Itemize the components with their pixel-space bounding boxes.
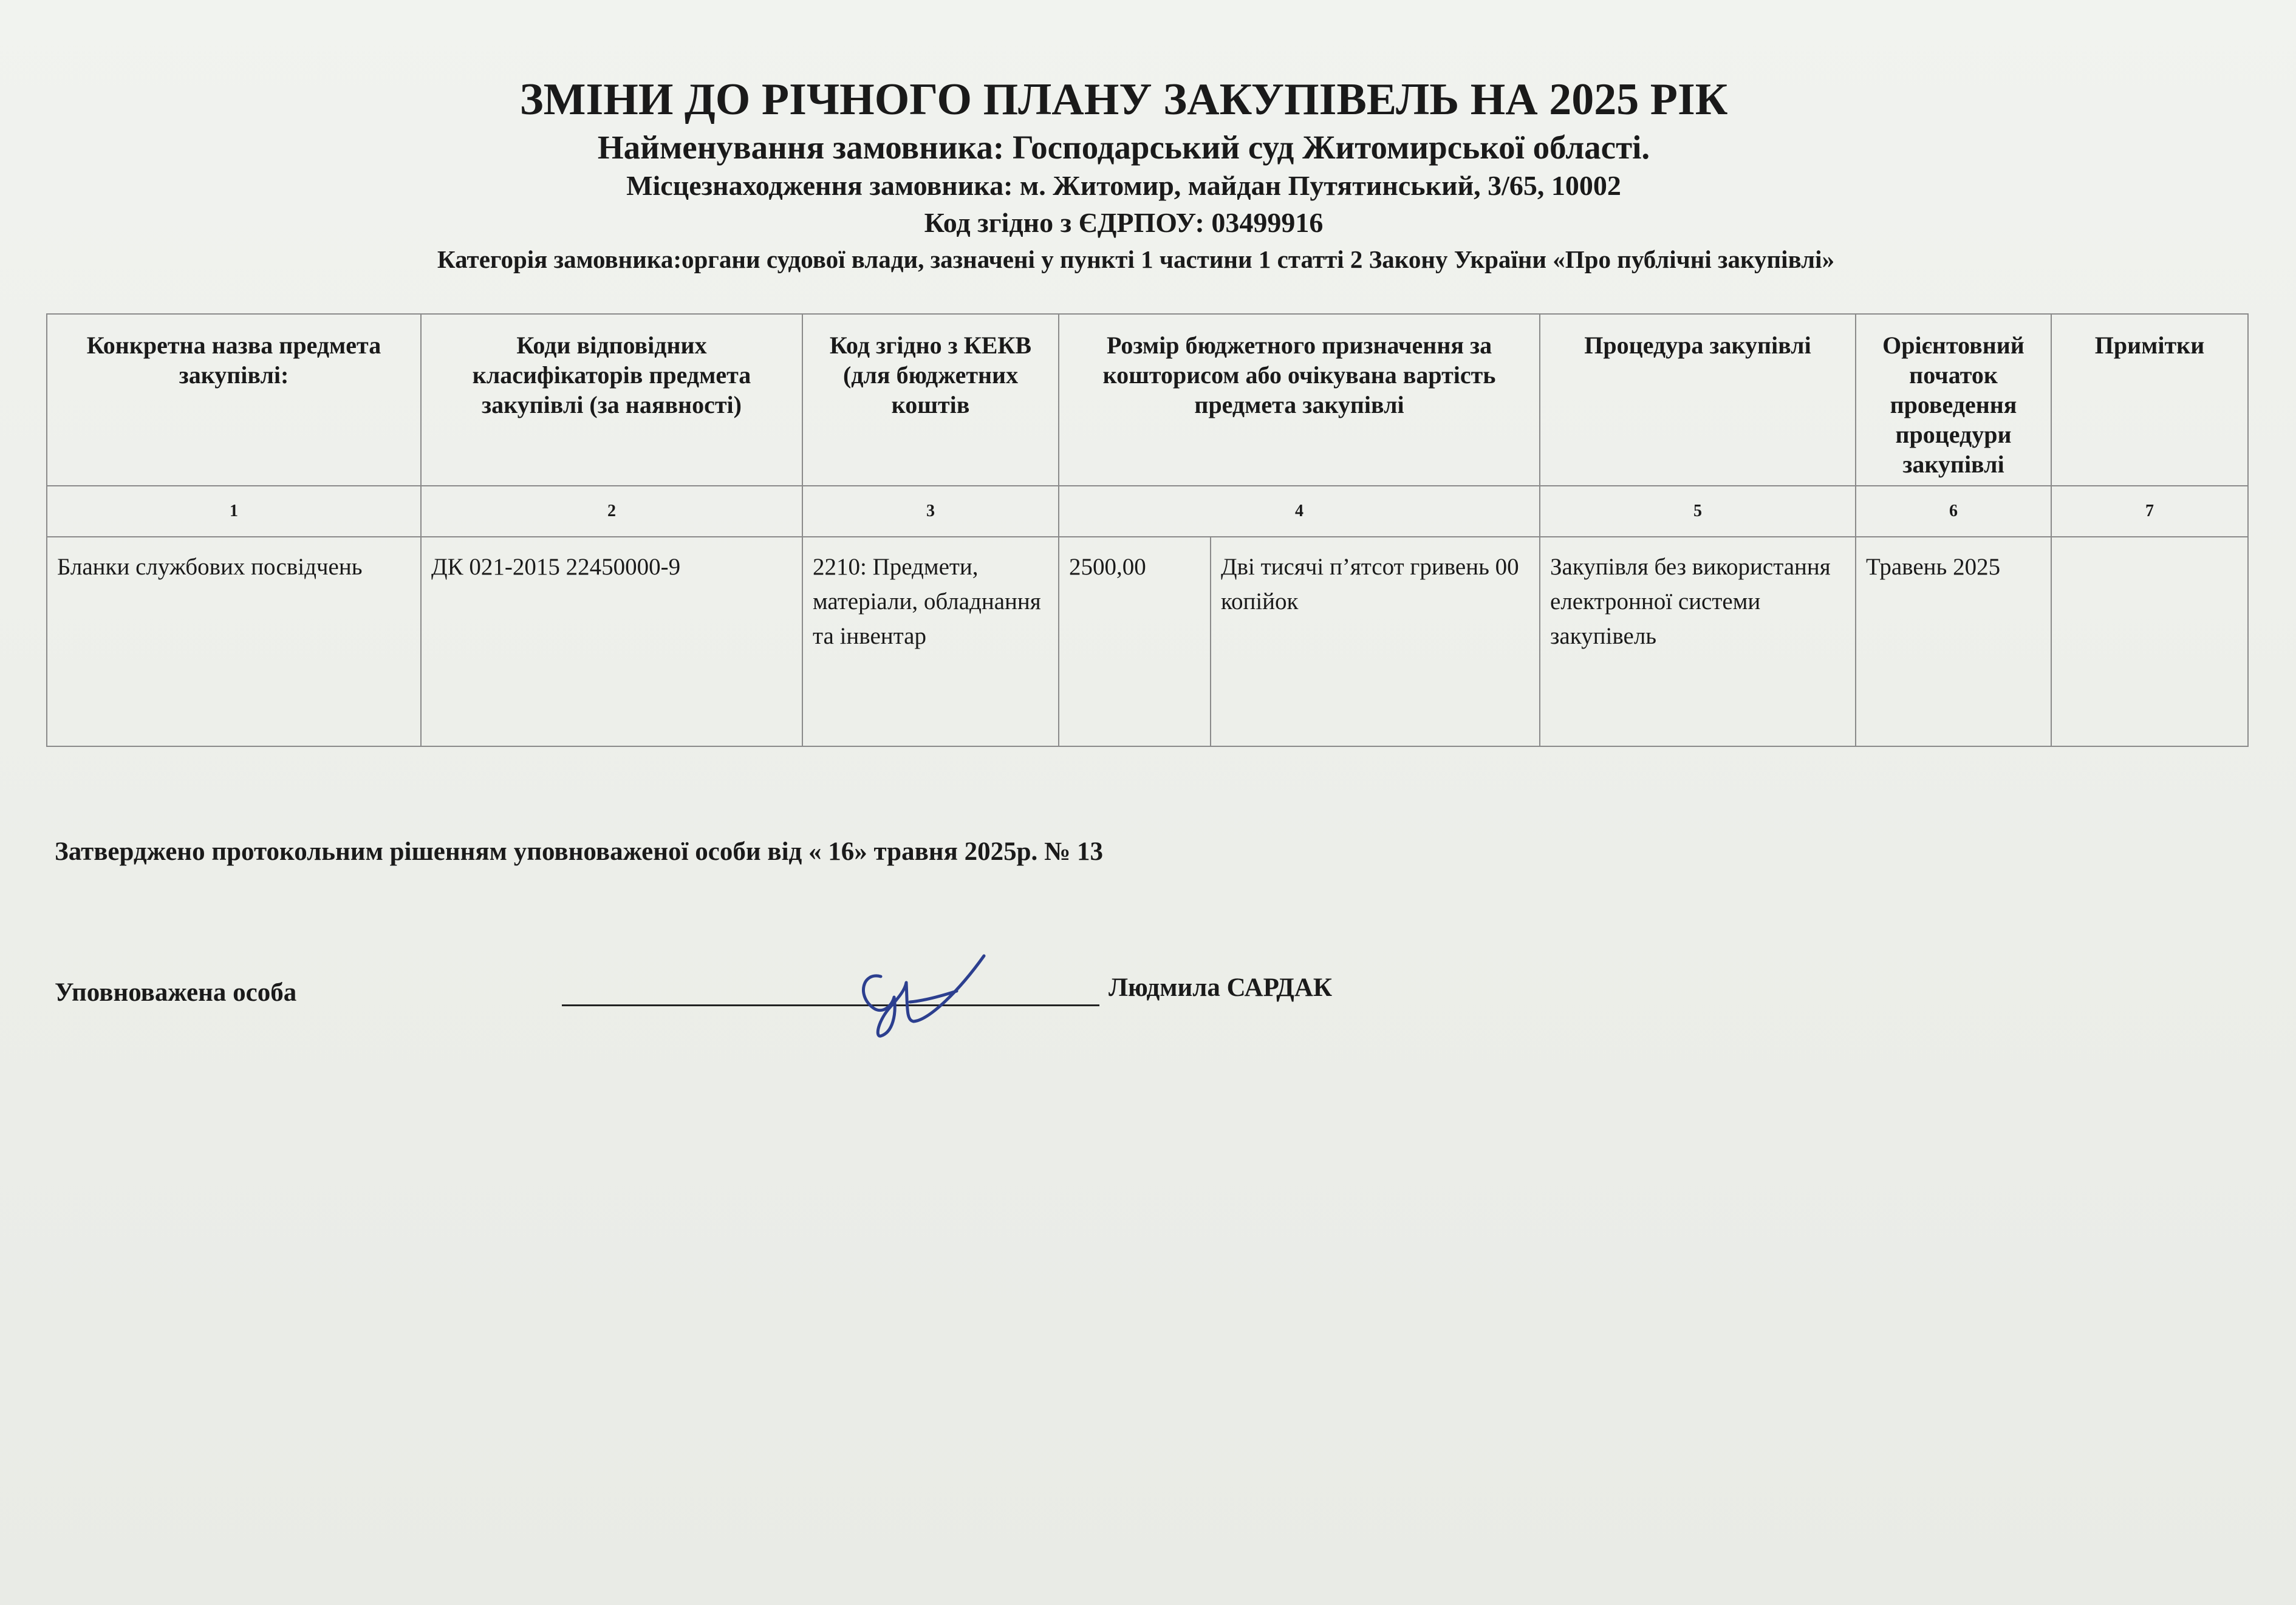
- customer-name: Найменування замовника: Господарський суд Житомирської області.: [597, 129, 1650, 166]
- cell-item-name: Бланки службових посвідчень: [47, 537, 421, 746]
- column-number: 1: [47, 486, 421, 537]
- signature-line: [562, 1004, 1099, 1006]
- customer-location: Місцезнаходження замовника: м. Житомир, майдан Путятинський, 3/65, 10002: [626, 170, 1621, 201]
- cell-classifier-code: ДК 021-2015 22450000-9: [421, 537, 802, 746]
- document-title: ЗМІНИ ДО РІЧНОГО ПЛАНУ ЗАКУПІВЕЛЬ НА 2025 РІК: [519, 75, 1728, 124]
- signatory-name: Людмила САРДАК: [1109, 973, 1333, 1002]
- column-number: 3: [802, 486, 1059, 537]
- approval-statement: Затверджено протокольним рішенням уповноваженої особи від « 16» травня 2025р. № 13: [55, 837, 1103, 866]
- col-header-classifier: Коди відповідних класифікаторів предмета закупівлі (за наявності): [421, 314, 802, 486]
- col-header-procedure: Процедура закупівлі: [1540, 314, 1856, 486]
- column-number-row: [47, 486, 2248, 537]
- cell-procedure: Закупівля без використання електронної системи закупівель: [1540, 537, 1856, 746]
- column-number: 5: [1540, 486, 1856, 537]
- column-number: 2: [421, 486, 802, 537]
- customer-category: Категорія замовника:органи судової влади, зазначені у пункті 1 частини 1 статті 2 Закону України «Про публічні закупівлі»: [437, 245, 1835, 273]
- col-header-item-name: Конкретна назва предмета закупівлі:: [47, 314, 421, 486]
- handwritten-signature: [838, 929, 996, 1038]
- cell-start: Травень 2025: [1856, 537, 2051, 746]
- table-row: [47, 537, 2248, 746]
- col-header-amount: Розмір бюджетного призначення за кошторисом або очікувана вартість предмета закупівлі: [1059, 314, 1540, 486]
- column-number: 7: [2051, 486, 2248, 537]
- signatory-label: Уповноважена особа: [55, 978, 297, 1007]
- edrpou-code: Код згідно з ЄДРПОУ: 03499916: [924, 207, 1324, 238]
- col-header-kekv: Код згідно з КЕКВ (для бюджетних коштів: [802, 314, 1059, 486]
- column-number: 4: [1059, 486, 1540, 537]
- cell-notes: [2051, 537, 2248, 746]
- col-header-notes: Примітки: [2051, 314, 2248, 486]
- column-number: 6: [1856, 486, 2051, 537]
- document-header: [0, 72, 2296, 277]
- cell-amount-words: Дві тисячі п’ятсот гривень 00 копійок: [1211, 537, 1540, 746]
- cell-kekv: 2210: Предмети, матеріали, обладнання та інвентар: [802, 537, 1059, 746]
- col-header-start: Орієнтовний початок проведення процедури закупівлі: [1856, 314, 2051, 486]
- cell-amount: 2500,00: [1059, 537, 1211, 746]
- procurement-plan-table: [46, 313, 2249, 747]
- table-header-row: [47, 314, 2248, 486]
